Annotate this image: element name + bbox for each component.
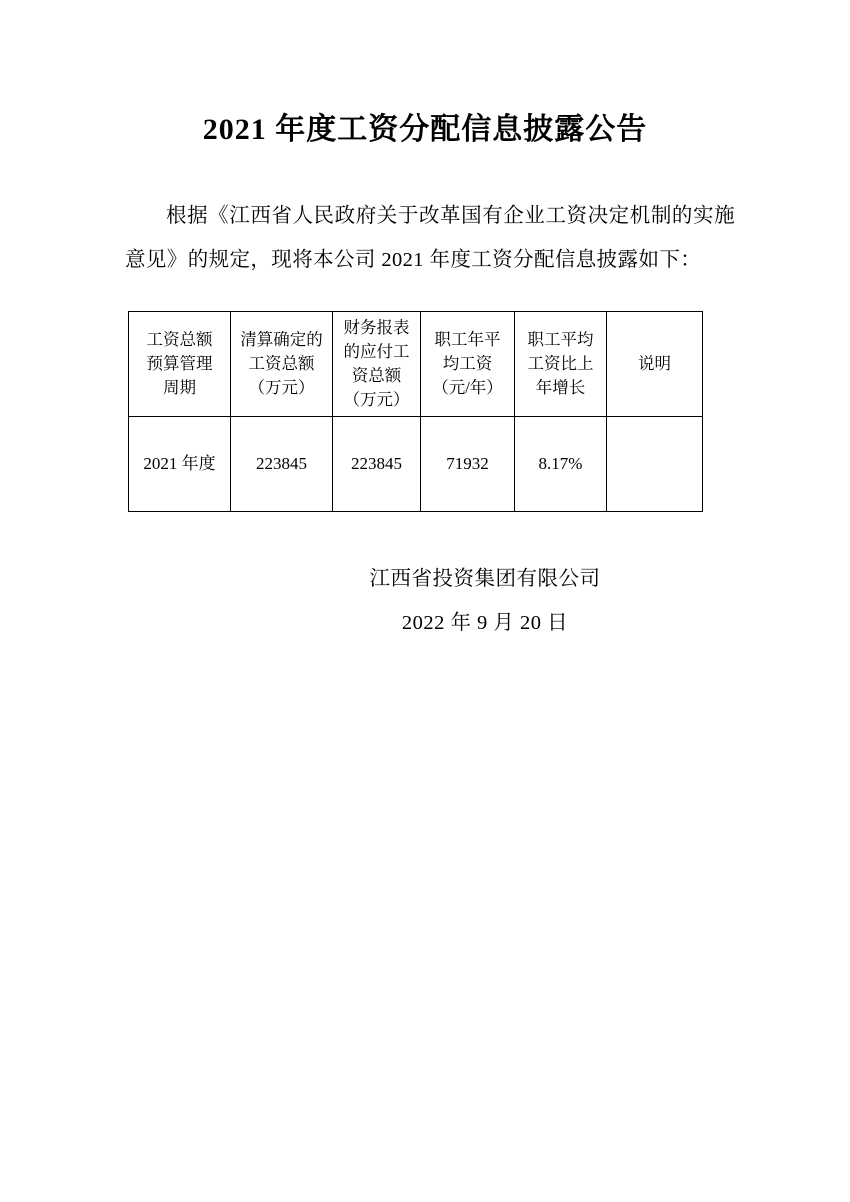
- header-line: 的应付工: [343, 342, 410, 361]
- table-header-cell: [129, 312, 231, 417]
- table-header-cell: [607, 312, 703, 417]
- header-line: 工资总额: [248, 354, 315, 373]
- table-header-cell: [333, 312, 421, 417]
- table-cell-avg-annual-wage: 71932: [421, 417, 515, 512]
- header-line: 预算管理: [146, 354, 213, 373]
- signature-block: [0, 557, 850, 645]
- body-paragraph: 根据《江西省人民政府关于改革国有企业工资决定机制的实施意见》的规定，现将本公司 2021 年度工资分配信息披露如下：: [125, 205, 735, 271]
- header-line: 清算确定的: [240, 330, 323, 349]
- header-line: （万元）: [343, 390, 410, 409]
- signature-company: 江西省投资集团有限公司: [369, 568, 601, 590]
- header-line: 资总额: [351, 366, 402, 385]
- header-line: （万元）: [248, 378, 315, 397]
- table-header-cell: [231, 312, 333, 417]
- table-cell-yoy-growth: 8.17%: [515, 417, 607, 512]
- table-cell-settled-total: 223845: [231, 417, 333, 512]
- header-line: 说明: [638, 354, 671, 373]
- header-line: 年增长: [535, 378, 586, 397]
- header-line: 职工年平: [434, 330, 501, 349]
- wage-disclosure-table: [128, 311, 703, 512]
- signature-date: 2022 年 9 月 20 日: [401, 612, 569, 634]
- table-header-row: [129, 312, 703, 417]
- table-cell-reported-total: 223845: [333, 417, 421, 512]
- table-cell-period: 2021 年度: [129, 417, 231, 512]
- table-cell-remark: [607, 417, 703, 512]
- header-line: 财务报表: [343, 318, 410, 337]
- table-header-cell: [515, 312, 607, 417]
- header-line: （元/年）: [432, 378, 503, 397]
- page-title: 2021 年度工资分配信息披露公告: [202, 113, 648, 146]
- table-row: [129, 417, 703, 512]
- header-line: 工资比上: [527, 354, 594, 373]
- table-header-cell: [421, 312, 515, 417]
- header-line: 均工资: [442, 354, 493, 373]
- header-line: 周期: [163, 378, 196, 397]
- header-line: 职工平均: [527, 330, 594, 349]
- header-line: 工资总额: [146, 330, 213, 349]
